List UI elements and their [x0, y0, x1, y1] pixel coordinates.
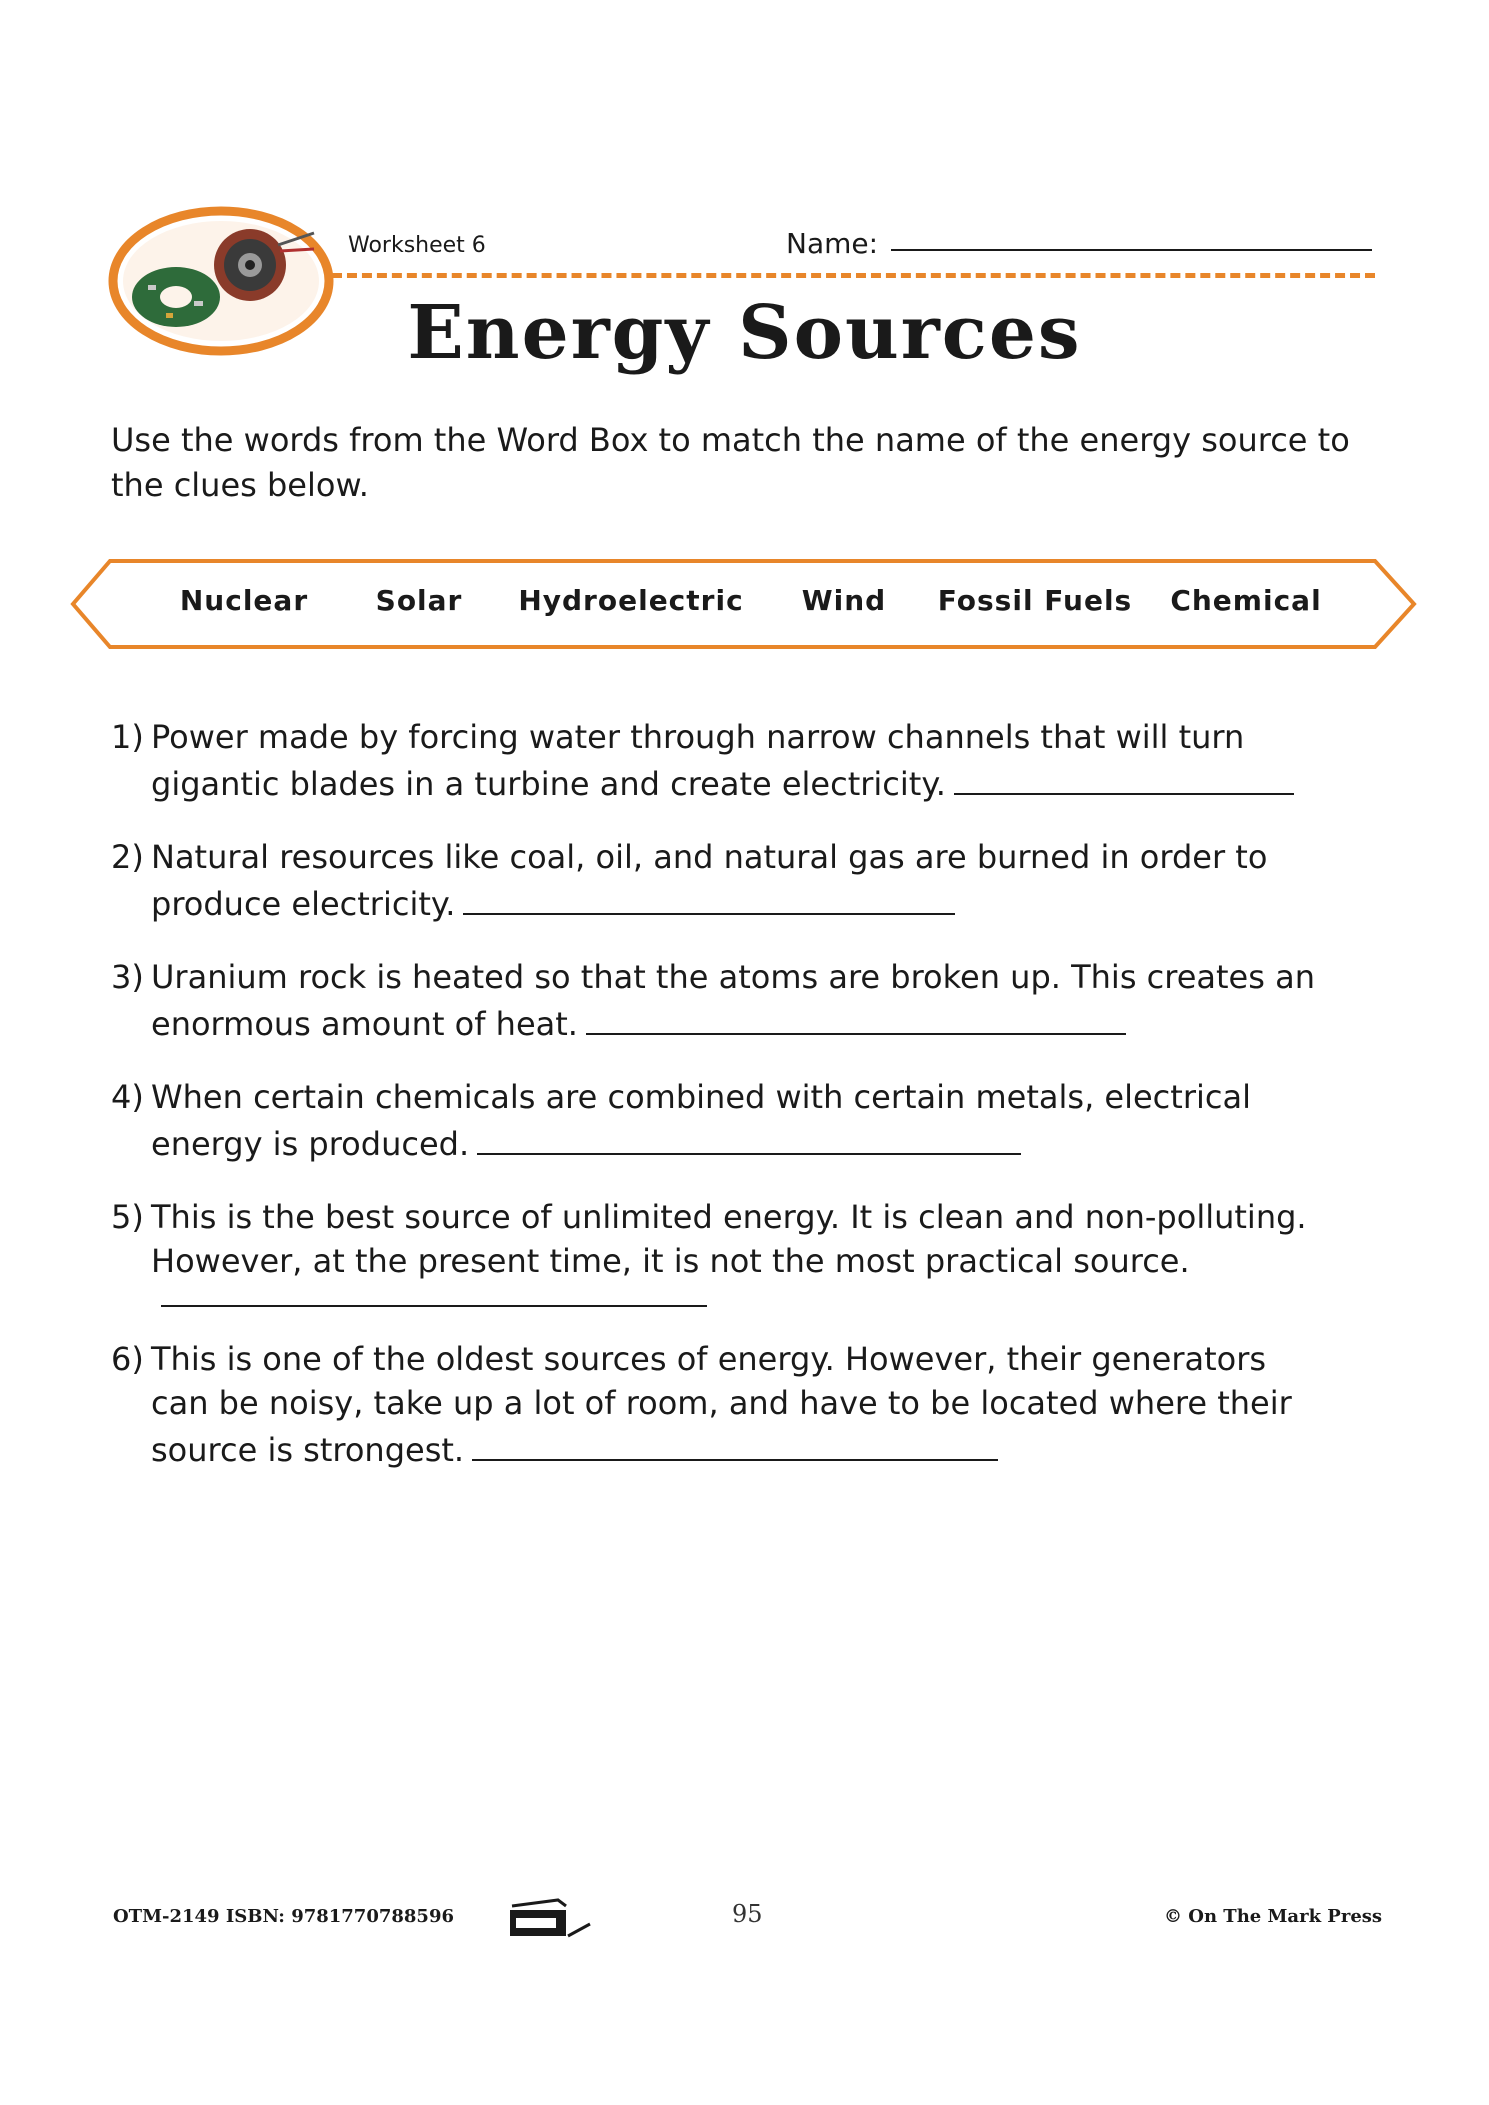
question-text: can be noisy, take up a lot of room, and have to be located where their — [151, 1384, 1292, 1422]
answer-blank[interactable] — [586, 999, 1126, 1035]
word-box-item: Solar — [375, 584, 463, 617]
answer-blank[interactable] — [463, 879, 955, 915]
question-number: 4) — [111, 1078, 144, 1116]
question-text: This is one of the oldest sources of energy. However, their generators — [151, 1340, 1267, 1378]
instructions: Use the words from the Word Box to match the name of the energy source to the clues below. — [111, 421, 1350, 504]
question-number: 1) — [111, 718, 144, 756]
footer-publisher-code: OTM-2149 ISBN: 9781770788596 — [113, 1906, 455, 1927]
copyright: © On The Mark Press — [1164, 1906, 1383, 1927]
question-text: Power made by forcing water through narrow channels that will turn — [151, 718, 1245, 756]
word-box-item: Fossil Fuels — [937, 584, 1133, 617]
page-number: 95 — [732, 1900, 763, 1928]
question-text: When certain chemicals are combined with certain metals, electrical — [151, 1078, 1251, 1116]
question-text: source is strongest. — [151, 1431, 465, 1469]
answer-blank[interactable] — [161, 1305, 707, 1307]
question-number: 3) — [111, 958, 144, 996]
question-number: 2) — [111, 838, 144, 876]
answer-blank[interactable] — [477, 1119, 1021, 1155]
question-text: Uranium rock is heated so that the atoms are broken up. This creates an — [151, 958, 1315, 996]
question-text: Natural resources like coal, oil, and natural gas are burned in order to — [151, 838, 1268, 876]
answer-blank[interactable] — [954, 759, 1294, 795]
book-stack-icon — [508, 1896, 592, 1940]
question-number: 5) — [111, 1198, 144, 1236]
question-text: produce electricity. — [151, 885, 456, 923]
question-text: This is the best source of unlimited energy. It is clean and non-polluting. — [151, 1198, 1307, 1236]
page-title: Energy Sources — [407, 290, 1082, 376]
word-box-item: Hydroelectric — [518, 584, 744, 617]
word-box-item: Chemical — [1170, 584, 1322, 617]
question-text: energy is produced. — [151, 1125, 470, 1163]
worksheet-label: Worksheet 6 — [348, 233, 486, 258]
word-box — [70, 558, 1418, 650]
word-box-item: Wind — [801, 584, 887, 617]
header-divider — [332, 273, 1375, 278]
question-number: 6) — [111, 1340, 144, 1378]
name-field[interactable] — [891, 249, 1372, 251]
question-text: gigantic blades in a turbine and create electricity. — [151, 765, 946, 803]
name-label: Name: — [786, 227, 879, 260]
word-box-item: Nuclear — [179, 584, 309, 617]
answer-blank[interactable] — [472, 1425, 998, 1461]
question-text: enormous amount of heat. — [151, 1005, 578, 1043]
question-text: However, at the present time, it is not the most practical source. — [151, 1242, 1190, 1280]
